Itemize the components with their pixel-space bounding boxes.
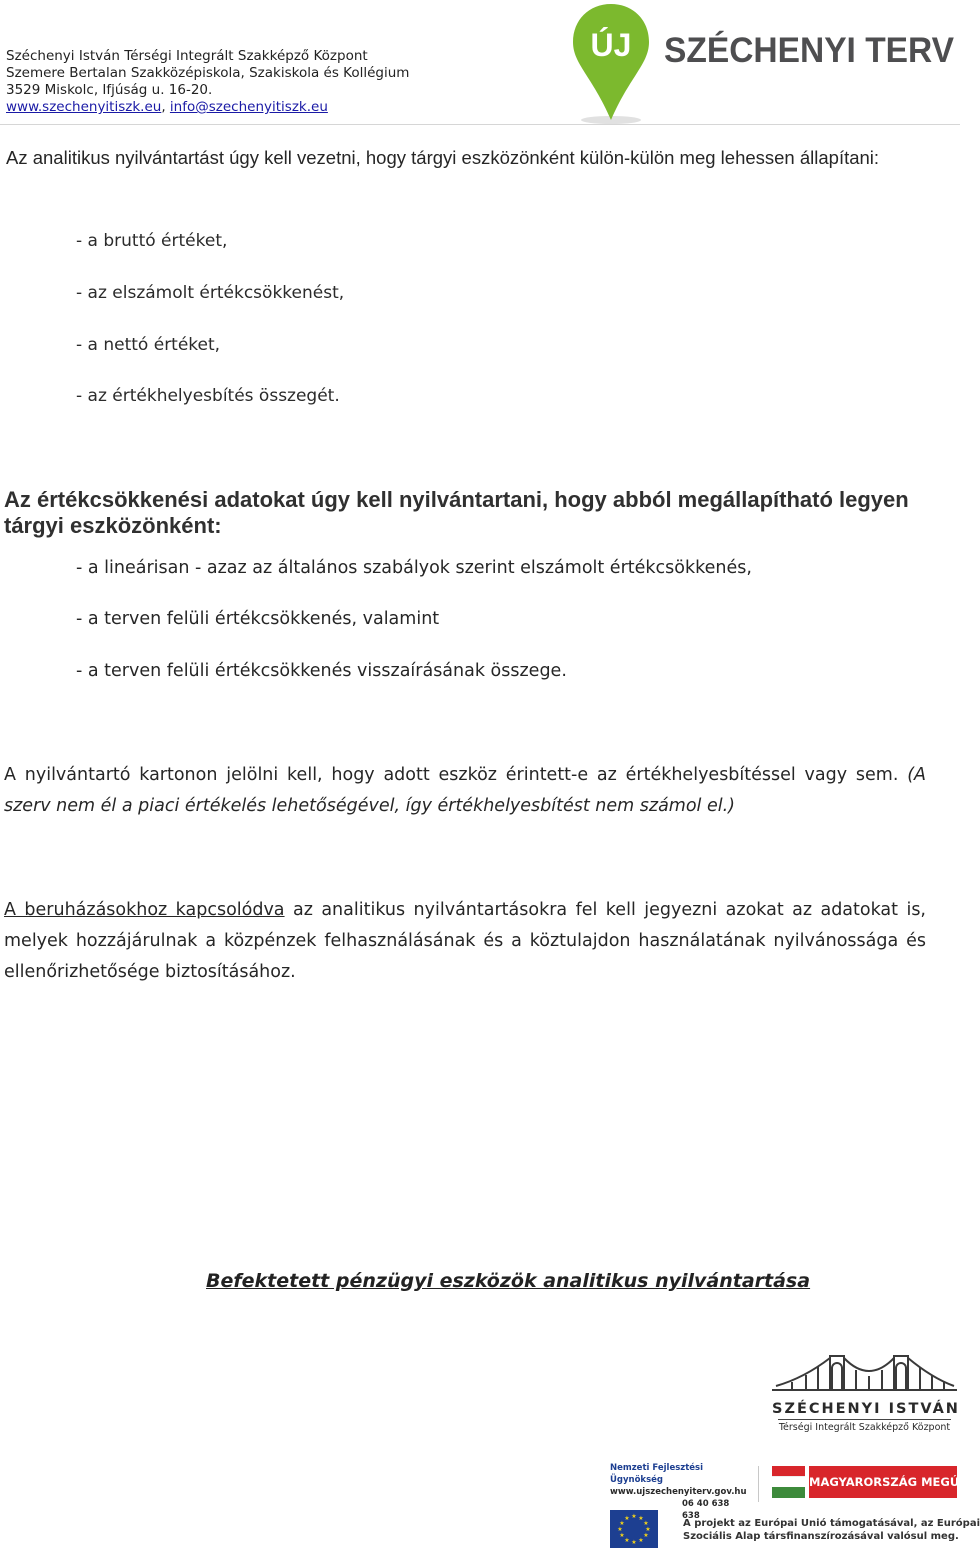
investment-lead: A beruházásokhoz kapcsolódva — [4, 900, 285, 920]
eu-funding-text — [683, 1517, 980, 1543]
revaluation-paragraph — [4, 760, 926, 822]
header-separator: , — [161, 99, 170, 115]
szechenyi-istvan-logo — [772, 1350, 960, 1433]
intro-paragraph: Az analitikus nyilvántartást úgy kell vezetni, hogy tárgyi eszközönként külön-külön meg lehessen állapítani: — [6, 147, 880, 168]
svg-text:★: ★ — [617, 1526, 623, 1533]
flag-green-stripe — [772, 1487, 805, 1498]
uj-szechenyi-terv-logo — [570, 2, 967, 128]
svg-text:★: ★ — [645, 1526, 651, 1533]
investment-text: az analitikus nyilvántartásokra fel kell jegyezni azokat az adatokat is, melyek hozzájárulnak a közpénzek felhasználásának és a köztulajdon használatának nyilvánossága és ellenőrizhetősége biztosításához. — [4, 900, 926, 982]
banner-text: MAGYARORSZÁG MEGÚJUL — [809, 1466, 957, 1498]
logo-wordmark: SZÉCHENYI TERV — [664, 31, 967, 70]
svg-text:★: ★ — [638, 1515, 644, 1522]
list-item: - a lineárisan - azaz az általános szabályok szerint elszámolt értékcsökkenés, — [76, 558, 752, 578]
eu-stars-icon — [610, 1510, 658, 1548]
list-item: - a bruttó értéket, — [76, 231, 228, 251]
header-contact — [6, 99, 409, 116]
list-item: - az elszámolt értékcsökkenést, — [76, 283, 345, 303]
footer-divider — [758, 1466, 759, 1502]
list-item: - a terven felüli értékcsökkenés visszaírásának összege. — [76, 661, 567, 681]
email-link[interactable]: info@szechenyitiszk.eu — [169, 99, 328, 115]
flag-red-stripe — [772, 1466, 805, 1476]
website-link[interactable]: www.szechenyitiszk.eu — [6, 99, 162, 115]
szechenyi-istvan-subtitle: Térségi Integrált Szakképző Központ — [778, 1422, 951, 1433]
svg-text:★: ★ — [638, 1537, 644, 1544]
szechenyi-istvan-name: SZÉCHENYI ISTVÁN — [772, 1401, 960, 1417]
svg-text:★: ★ — [631, 1513, 637, 1520]
header-line-2: Szemere Bertalan Szakközépiskola, Szakiskola és Kollégium — [6, 65, 410, 81]
svg-text:★: ★ — [624, 1515, 630, 1522]
investment-paragraph — [4, 895, 926, 988]
svg-text:★: ★ — [619, 1520, 625, 1527]
nfu-phone: 06 40 638 638 — [682, 1499, 730, 1521]
svg-text:★: ★ — [643, 1532, 649, 1539]
logo-rule — [778, 1419, 951, 1420]
svg-text:★: ★ — [631, 1539, 637, 1546]
list-item: - a terven felüli értékcsökkenés, valamint — [76, 609, 440, 629]
school-header — [6, 48, 409, 116]
revaluation-note: (A szerv nem él a piaci értékelés lehetőségével, így értékhelyesbítést nem számol el.) — [4, 765, 926, 816]
section-heading-depreciation: Az értékcsökkenési adatokat úgy kell nyilvántartani, hogy abból megállapítható legyen tárgyi eszközönként: — [4, 487, 909, 538]
section-title: Befektetett pénzügyi eszközök analitikus nyilvántartása — [206, 1270, 811, 1292]
revaluation-text: A nyilvántartó kartonon jelölni kell, hogy adott eszköz érintett-e az értékhelyesbítéssel vagy sem. — [4, 765, 908, 785]
svg-text:★: ★ — [624, 1537, 630, 1544]
nfu-website: www.ujszechenyiterv.gov.hu — [610, 1487, 747, 1497]
svg-text:★: ★ — [619, 1532, 625, 1539]
header-line-1: Széchenyi István Térségi Integrált Szakképző Központ — [6, 48, 368, 64]
list-item: - az értékhelyesbítés összegét. — [76, 386, 340, 406]
list-item: - a nettó értéket, — [76, 335, 221, 355]
eu-text-line-1: A projekt az Európai Unió támogatásával, az Európai — [683, 1518, 980, 1529]
magyarorszag-megujul-banner — [772, 1466, 980, 1498]
logo-badge-text: ÚJ — [590, 27, 632, 63]
header-line-3: 3529 Miskolc, Ifjúság u. 16-20. — [6, 82, 213, 98]
chain-bridge-icon — [772, 1350, 957, 1394]
logo-pin-icon — [570, 2, 967, 128]
eu-flag-icon — [610, 1510, 658, 1548]
eu-text-line-2: Szociális Alap társfinanszírozásával valósul meg. — [683, 1531, 959, 1542]
header-divider — [0, 124, 960, 125]
nfu-name: Nemzeti Fejlesztési Ügynökség — [610, 1463, 704, 1485]
svg-text:★: ★ — [643, 1520, 649, 1527]
